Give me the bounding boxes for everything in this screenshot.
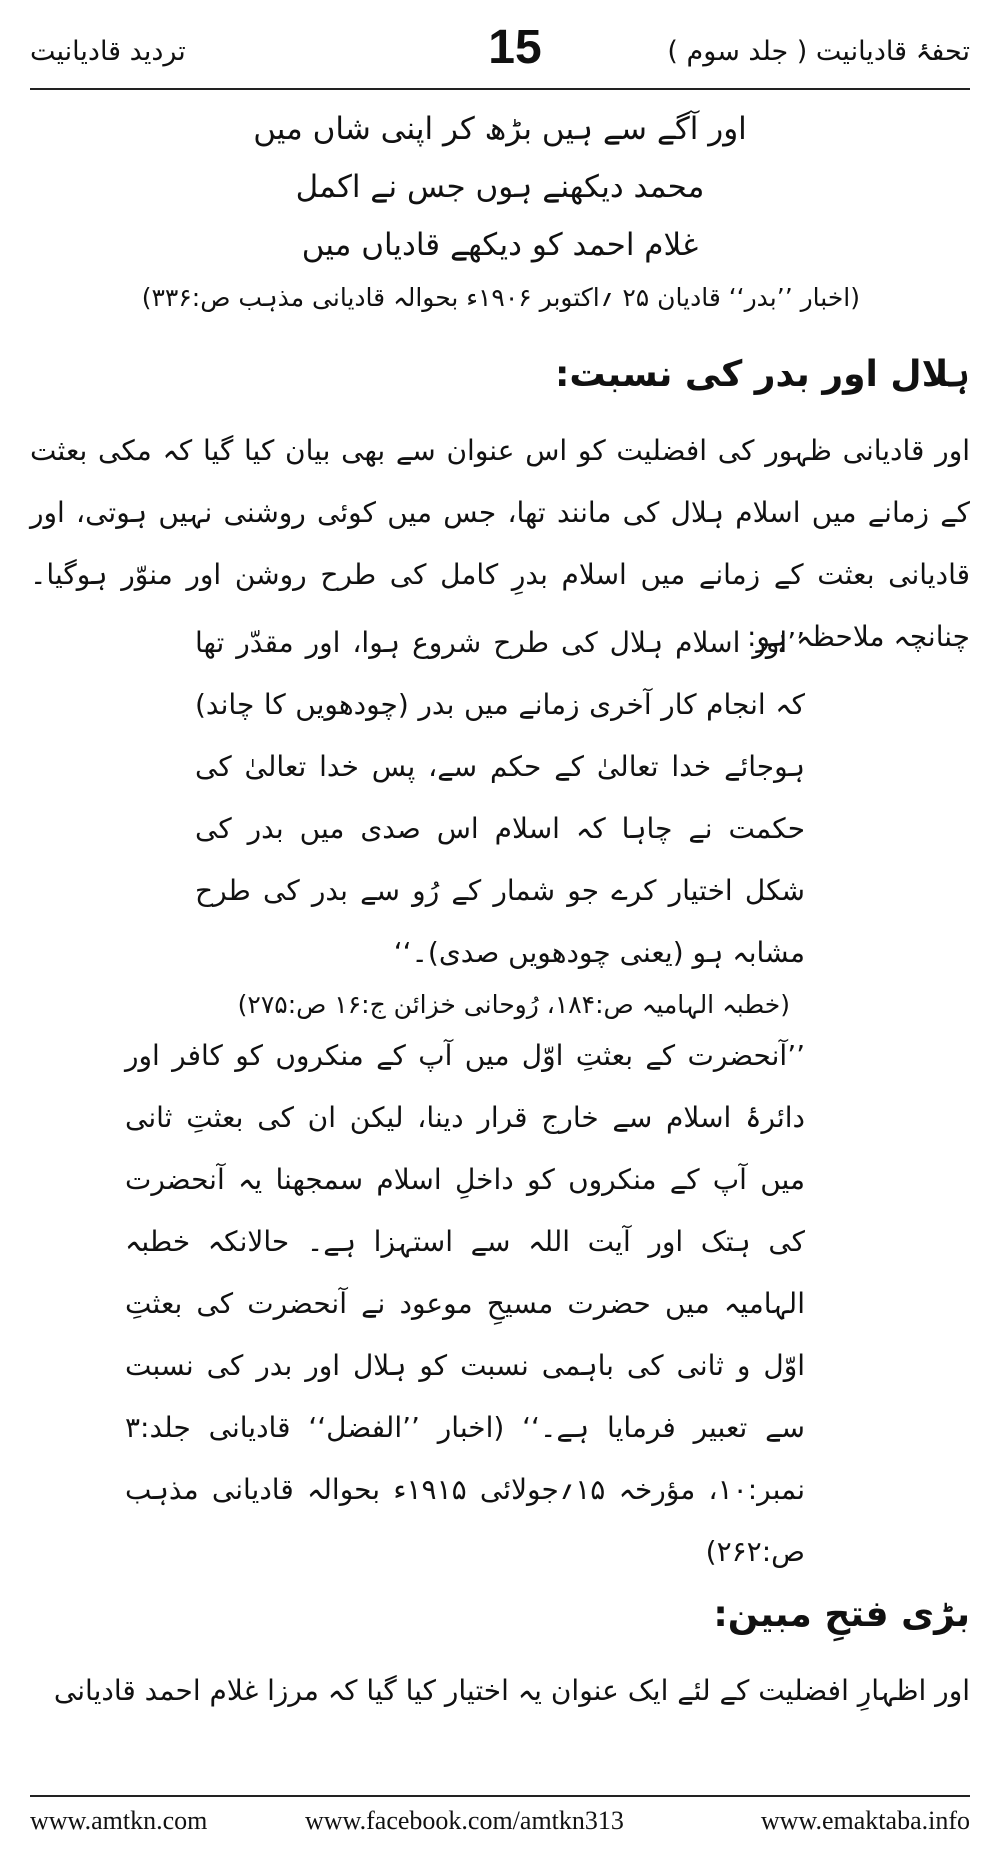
footer-links bbox=[30, 1803, 970, 1839]
footer-link-facebook[interactable]: www.facebook.com/amtkn313 bbox=[305, 1806, 624, 1835]
poem-citation: (اخبار ’’بدر‘‘ قادیان ۲۵ ؍اکتوبر ۱۹۰۶ء بحوالہ قادیانی مذہب ص:۳۳۶) bbox=[141, 283, 860, 312]
poem-line-2: محمد دیکھنے ہوں جس نے اکمل bbox=[295, 169, 705, 205]
poem-line-3: غلام احمد کو دیکھے قادیاں میں bbox=[301, 227, 699, 263]
section-heading-hilal-badr: ہلال اور بدر کی نسبت: bbox=[555, 354, 970, 395]
section-heading-fath-mubeen: بڑی فتحِ مبین: bbox=[713, 1594, 970, 1635]
quote-al-fazl: ’’آنحضرت کے بعثتِ اوّل میں آپ کے منکروں کو کافر اور دائرۂ اسلام سے خارج قرار دینا، لیکن ان کی بعثتِ ثانی میں آپ کے منکروں کو داخلِ اسلام سمجھنا یہ آنحضرت کی ہتک اور آیت اللہ سے استہزا ہے۔ حالانکہ خطبہ الہامیہ میں حضرت مسیحِ موعود نے آنحضرت کی بعثتِ اوّل و ثانی کی باہمی نسبت کو ہلال اور بدر کی نسبت سے تعبیر فرمایا ہے۔‘‘ (اخبار ’’الفضل‘‘ قادیانی جلد:۳ نمبر:۱۰، مؤرخہ ۱۵؍جولائی ۱۹۱۵ء بحوالہ قادیانی مذہب ص:۲۶۲) bbox=[125, 1039, 805, 1568]
section-title: تردید قادیانیت bbox=[30, 36, 186, 67]
header-divider bbox=[30, 88, 970, 90]
footer-divider bbox=[30, 1795, 970, 1797]
poem-line-1: اور آگے سے ہیں بڑھ کر اپنی شاں میں bbox=[253, 111, 747, 147]
footer-link-amtkn[interactable]: www.amtkn.com bbox=[30, 1806, 208, 1835]
section2-paragraph: اور اظہارِ افضلیت کے لئے ایک عنوان یہ اختیار کیا گیا کہ مرزا غلام احمد قادیانی bbox=[53, 1674, 970, 1707]
quote1-citation: (خطبہ الہامیہ ص:۱۸۴، رُوحانی خزائن ج:۱۶ ص:۲۷۵) bbox=[237, 990, 790, 1019]
quote-khutba-ilhamiya: ’’اور اسلام ہلال کی طرح شروع ہوا، اور مقدّر تھا کہ انجام کار آخری زمانے میں بدر (چودھویں کا چاند) ہوجائے خدا تعالیٰ کے حکم سے، پس خدا تعالیٰ کی حکمت نے چاہا کہ اسلام اس صدی میں بدر کی شکل اختیار کرے جو شمار کے رُو سے بدر کی طرح مشابہ ہو (یعنی چودھویں صدی)۔‘‘ bbox=[195, 626, 805, 969]
book-title: تحفۂ قادیانیت ( جلد سوم ) bbox=[667, 36, 970, 67]
section1-paragraph: اور قادیانی ظہور کی افضلیت کو اس عنوان سے بھی بیان کیا گیا کہ مکی بعثت کے زمانے میں اسلام ہلال کی مانند تھا، جس میں کوئی روشنی نہیں ہوتی، اور قادیانی بعثت کے زمانے میں اسلام بدرِ کامل کی طرح روشن اور منوّر ہوگیا۔ چنانچہ ملاحظہ ہو: bbox=[30, 434, 970, 653]
page-number: 15 bbox=[488, 21, 542, 74]
footer-link-emaktaba[interactable]: www.emaktaba.info bbox=[760, 1806, 970, 1835]
